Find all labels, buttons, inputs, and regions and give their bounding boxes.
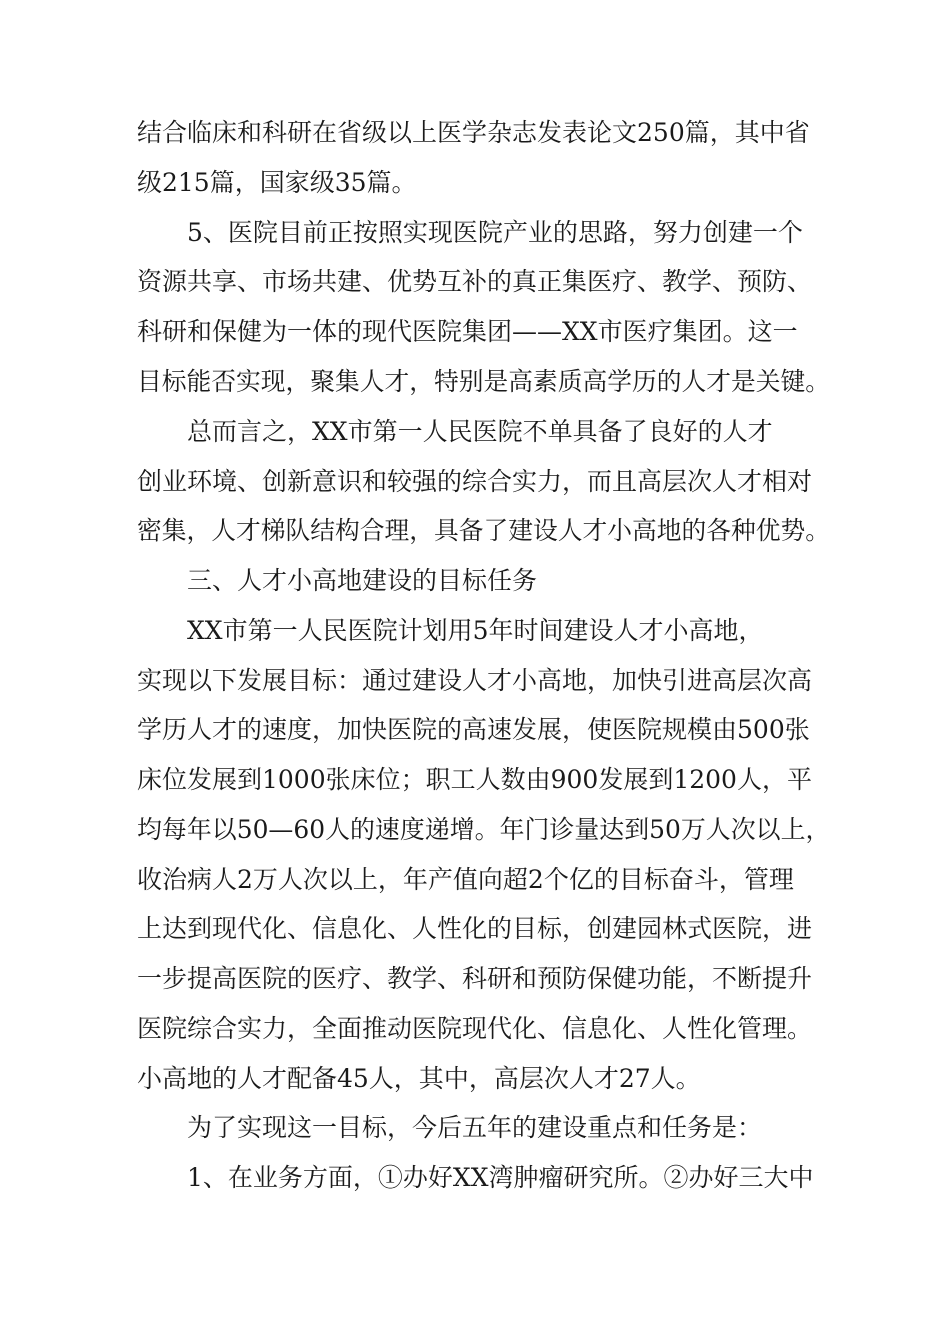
text-line: 上达到现代化、信息化、人性化的目标，创建园林式医院，进 (137, 914, 813, 943)
text-line: 床位发展到1000张床位；职工人数由900发展到1200人，平 (137, 765, 812, 794)
text-line: 创业环境、创新意识和较强的综合实力，而且高层次人才相对 (137, 467, 813, 496)
text-line: 实现以下发展目标：通过建设人才小高地，加快引进高层次高 (137, 666, 813, 695)
text-line: XX市第一人民医院计划用5年时间建设人才小高地， (187, 616, 764, 645)
text-line: 目标能否实现，聚集人才，特别是高素质高学历的人才是关键。 (137, 367, 831, 396)
text-line: 级215篇，国家级35篇。 (137, 168, 417, 197)
text-line: 总而言之，XX市第一人民医院不单具备了良好的人才 (187, 417, 773, 446)
text-line: 收治病人2万人次以上，年产值向超2个亿的目标奋斗，管理 (137, 865, 794, 894)
text-line: 一步提高医院的医疗、教学、科研和预防保健功能，不断提升 (137, 964, 813, 993)
text-line: 为了实现这一目标，今后五年的建设重点和任务是： (187, 1113, 763, 1142)
text-line: 医院综合实力，全面推动医院现代化、信息化、人性化管理。 (137, 1014, 813, 1043)
text-line: 结合临床和科研在省级以上医学杂志发表论文250篇，其中省 (137, 118, 810, 147)
text-line: 小高地的人才配备45人，其中，高层次人才27人。 (137, 1064, 701, 1093)
text-line: 科研和保健为一体的现代医院集团——XX市医疗集团。这一 (137, 317, 798, 346)
text-line: 1、在业务方面，①办好XX湾肿瘤研究所。②办好三大中 (187, 1163, 814, 1192)
section-heading: 三、人才小高地建设的目标任务 (187, 566, 538, 595)
text-line: 学历人才的速度，加快医院的高速发展，使医院规模由500张 (137, 715, 810, 744)
text-line: 资源共享、市场共建、优势互补的真正集医疗、教学、预防、 (137, 267, 813, 296)
text-line: 密集，人才梯队结构合理，具备了建设人才小高地的各种优势。 (137, 516, 831, 545)
text-line: 均每年以50—60人的速度递增。年门诊量达到50万人次以上， (137, 815, 831, 844)
text-line: 5、医院目前正按照实现医院产业的思路，努力创建一个 (187, 218, 803, 247)
